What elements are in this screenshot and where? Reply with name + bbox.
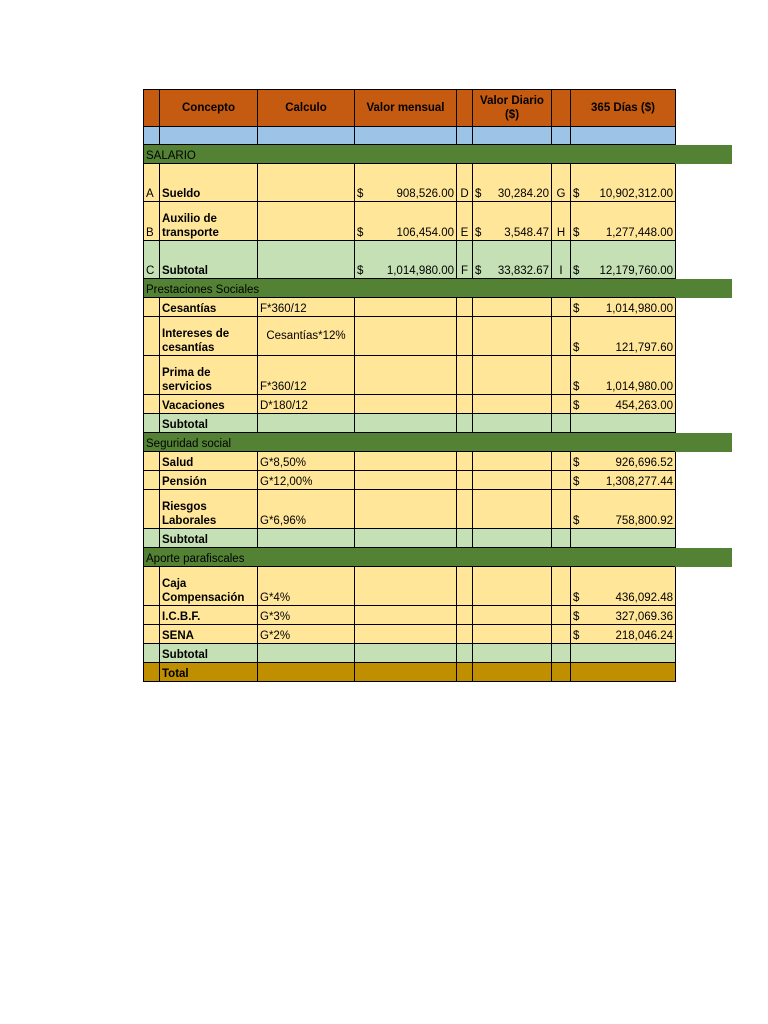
amount: 758,800.92 <box>615 515 673 527</box>
anual-cell <box>571 317 676 356</box>
subtotal-row <box>144 644 676 663</box>
row-code <box>457 298 473 317</box>
empty-cell <box>552 644 571 663</box>
anual-cell <box>571 356 676 395</box>
empty-cell <box>258 414 355 433</box>
calculo-cell: G*2% <box>258 625 355 644</box>
valor-diario-cell <box>473 452 552 471</box>
empty-cell <box>571 529 676 548</box>
valor-mensual-cell <box>355 625 457 644</box>
section-label: Aporte parafiscales <box>144 548 676 567</box>
section-band-extension <box>675 279 732 298</box>
row-code: C <box>144 241 160 279</box>
currency-symbol: $ <box>573 265 580 277</box>
header-blank <box>457 90 473 127</box>
table-row <box>144 490 676 529</box>
anual-cell <box>571 625 676 644</box>
calculo-cell: G*8,50% <box>258 452 355 471</box>
currency-symbol: $ <box>573 611 580 623</box>
calculo-cell: F*360/12 <box>258 356 355 395</box>
amount: 1,308,277.44 <box>605 476 673 488</box>
anual-cell <box>571 471 676 490</box>
valor-mensual-cell <box>355 317 457 356</box>
concepto-cell: Prima de servicios <box>160 356 258 395</box>
row-code <box>552 606 571 625</box>
currency-symbol: $ <box>475 188 482 200</box>
valor-diario-cell <box>473 317 552 356</box>
row-code <box>144 606 160 625</box>
valor-mensual-cell <box>355 298 457 317</box>
concepto-cell: SENA <box>160 625 258 644</box>
subtotal-row <box>144 414 676 433</box>
row-code <box>552 490 571 529</box>
row-code <box>457 395 473 414</box>
row-code <box>457 567 473 606</box>
row-code <box>552 567 571 606</box>
amount: 12,179,760.00 <box>599 265 673 277</box>
amount: 454,263.00 <box>615 400 673 412</box>
empty-cell <box>355 529 457 548</box>
table-row <box>144 202 676 241</box>
row-code <box>457 356 473 395</box>
calculo-cell: D*180/12 <box>258 395 355 414</box>
valor-mensual-cell <box>355 606 457 625</box>
valor-diario-cell <box>473 490 552 529</box>
amount: 106,454.00 <box>396 227 454 239</box>
concepto-cell: Subtotal <box>160 241 258 279</box>
currency-symbol: $ <box>475 227 482 239</box>
currency-symbol: $ <box>573 457 580 469</box>
calculo-cell: G*12,00% <box>258 471 355 490</box>
currency-symbol: $ <box>357 265 364 277</box>
row-code <box>552 395 571 414</box>
currency-symbol: $ <box>573 381 580 393</box>
anual-cell <box>571 164 676 202</box>
valor-mensual-cell <box>355 395 457 414</box>
row-code: E <box>457 202 473 241</box>
row-code <box>457 471 473 490</box>
amount: 908,526.00 <box>396 188 454 200</box>
empty-cell <box>571 644 676 663</box>
currency-symbol: $ <box>357 188 364 200</box>
row-code <box>552 356 571 395</box>
valor-diario-cell <box>473 567 552 606</box>
amount: 218,046.24 <box>615 630 673 642</box>
table-row <box>144 567 676 606</box>
amount: 121,797.60 <box>615 342 673 354</box>
valor-mensual-cell <box>355 241 457 279</box>
concepto-cell: Pensión <box>160 471 258 490</box>
calculo-cell: G*6,96% <box>258 490 355 529</box>
header-valor-diario: Valor Diario ($) <box>473 90 552 127</box>
concepto-cell: I.C.B.F. <box>160 606 258 625</box>
amount: 1,014,980.00 <box>605 303 673 315</box>
empty-cell <box>571 414 676 433</box>
valor-diario-cell <box>473 395 552 414</box>
row-code <box>552 298 571 317</box>
empty-cell <box>473 644 552 663</box>
calculo-cell: Cesantías*12% <box>258 317 355 356</box>
section-row <box>144 548 676 567</box>
row-code <box>552 625 571 644</box>
anual-cell <box>571 452 676 471</box>
calculo-cell: G*3% <box>258 606 355 625</box>
row-code <box>144 356 160 395</box>
calculo-cell <box>258 241 355 279</box>
valor-diario-cell <box>473 241 552 279</box>
row-code <box>144 529 160 548</box>
currency-symbol: $ <box>573 303 580 315</box>
row-code <box>457 490 473 529</box>
subtotal-row <box>144 529 676 548</box>
row-code <box>457 625 473 644</box>
row-code: I <box>552 241 571 279</box>
total-label: Total <box>160 663 258 682</box>
row-code: D <box>457 164 473 202</box>
currency-symbol: $ <box>475 265 482 277</box>
subtotal-label: Subtotal <box>160 414 258 433</box>
calculo-cell: F*360/12 <box>258 298 355 317</box>
header-365-dias: 365 Días ($) <box>571 90 676 127</box>
section-label: Prestaciones Sociales <box>144 279 676 298</box>
row-code <box>457 606 473 625</box>
concepto-cell: Salud <box>160 452 258 471</box>
currency-symbol: $ <box>573 188 580 200</box>
subtotal-label: Subtotal <box>160 529 258 548</box>
empty-cell <box>552 529 571 548</box>
row-code <box>144 414 160 433</box>
anual-cell <box>571 202 676 241</box>
anual-cell <box>571 241 676 279</box>
header-concepto: Concepto <box>160 90 258 127</box>
anual-cell <box>571 567 676 606</box>
anual-cell <box>571 606 676 625</box>
section-row <box>144 279 676 298</box>
valor-diario-cell <box>473 356 552 395</box>
valor-diario-cell <box>473 298 552 317</box>
table-row <box>144 164 676 202</box>
row-code <box>144 644 160 663</box>
payroll-table <box>143 89 676 682</box>
section-row <box>144 433 676 452</box>
amount: 3,548.47 <box>504 227 549 239</box>
concepto-cell: Cesantías <box>160 298 258 317</box>
section-band-extension <box>675 548 732 567</box>
valor-diario-cell <box>473 471 552 490</box>
header-blank <box>552 90 571 127</box>
empty-cell <box>457 529 473 548</box>
section-row <box>144 145 676 164</box>
currency-symbol: $ <box>573 630 580 642</box>
header-row <box>144 90 676 127</box>
empty-cell <box>355 414 457 433</box>
table-row <box>144 606 676 625</box>
table-row <box>144 395 676 414</box>
valor-diario-cell <box>473 202 552 241</box>
amount: 1,014,980.00 <box>386 265 454 277</box>
amount: 1,014,980.00 <box>605 381 673 393</box>
concepto-cell: Sueldo <box>160 164 258 202</box>
calculo-cell <box>258 202 355 241</box>
currency-symbol: $ <box>573 476 580 488</box>
valor-mensual-cell <box>355 356 457 395</box>
currency-symbol: $ <box>573 400 580 412</box>
amount: 436,092.48 <box>615 592 673 604</box>
concepto-cell: Vacaciones <box>160 395 258 414</box>
empty-cell <box>552 414 571 433</box>
amount: 327,069.36 <box>615 611 673 623</box>
subtotal-label: Subtotal <box>160 644 258 663</box>
currency-symbol: $ <box>357 227 364 239</box>
valor-diario-cell <box>473 625 552 644</box>
empty-cell <box>473 529 552 548</box>
empty-cell <box>258 644 355 663</box>
anual-cell <box>571 298 676 317</box>
row-code: B <box>144 202 160 241</box>
calculo-cell <box>258 164 355 202</box>
row-code <box>144 298 160 317</box>
amount: 926,696.52 <box>615 457 673 469</box>
header-valor-mensual: Valor mensual <box>355 90 457 127</box>
currency-symbol: $ <box>573 515 580 527</box>
valor-mensual-cell <box>355 490 457 529</box>
valor-mensual-cell <box>355 471 457 490</box>
valor-mensual-cell <box>355 452 457 471</box>
row-code <box>144 317 160 356</box>
row-code <box>144 452 160 471</box>
row-code <box>552 452 571 471</box>
section-band-extension <box>675 433 732 452</box>
row-code <box>144 490 160 529</box>
header-blank <box>144 90 160 127</box>
table-row <box>144 317 676 356</box>
calculo-cell: G*4% <box>258 567 355 606</box>
blank-row <box>144 127 676 145</box>
valor-mensual-cell <box>355 202 457 241</box>
concepto-cell: Riesgos Laborales <box>160 490 258 529</box>
anual-cell <box>571 395 676 414</box>
valor-mensual-cell <box>355 164 457 202</box>
row-code: A <box>144 164 160 202</box>
concepto-cell: Caja Compensación <box>160 567 258 606</box>
total-row <box>144 663 676 682</box>
valor-diario-cell <box>473 164 552 202</box>
table-row <box>144 356 676 395</box>
header-calculo: Calculo <box>258 90 355 127</box>
row-code <box>144 395 160 414</box>
empty-cell <box>258 529 355 548</box>
row-code <box>144 567 160 606</box>
row-code: G <box>552 164 571 202</box>
row-code <box>552 317 571 356</box>
empty-cell <box>457 414 473 433</box>
table-row <box>144 471 676 490</box>
row-code <box>457 452 473 471</box>
row-code: F <box>457 241 473 279</box>
valor-mensual-cell <box>355 567 457 606</box>
row-code <box>457 317 473 356</box>
table-row <box>144 298 676 317</box>
table-row <box>144 625 676 644</box>
currency-symbol: $ <box>573 592 580 604</box>
amount: 33,832.67 <box>497 265 549 277</box>
empty-cell <box>355 644 457 663</box>
section-label: SALARIO <box>144 145 676 164</box>
concepto-cell: Auxilio de transporte <box>160 202 258 241</box>
concepto-cell: Intereses de cesantías <box>160 317 258 356</box>
amount: 10,902,312.00 <box>599 188 673 200</box>
row-code <box>552 471 571 490</box>
row-code: H <box>552 202 571 241</box>
valor-diario-cell <box>473 606 552 625</box>
amount: 1,277,448.00 <box>605 227 673 239</box>
row-code <box>144 471 160 490</box>
table-row <box>144 241 676 279</box>
amount: 30,284.20 <box>497 188 549 200</box>
row-code <box>144 625 160 644</box>
section-label: Seguridad social <box>144 433 676 452</box>
anual-cell <box>571 490 676 529</box>
table-row <box>144 452 676 471</box>
currency-symbol: $ <box>573 342 580 354</box>
empty-cell <box>457 644 473 663</box>
empty-cell <box>473 414 552 433</box>
currency-symbol: $ <box>573 227 580 239</box>
section-band-extension <box>675 145 732 164</box>
